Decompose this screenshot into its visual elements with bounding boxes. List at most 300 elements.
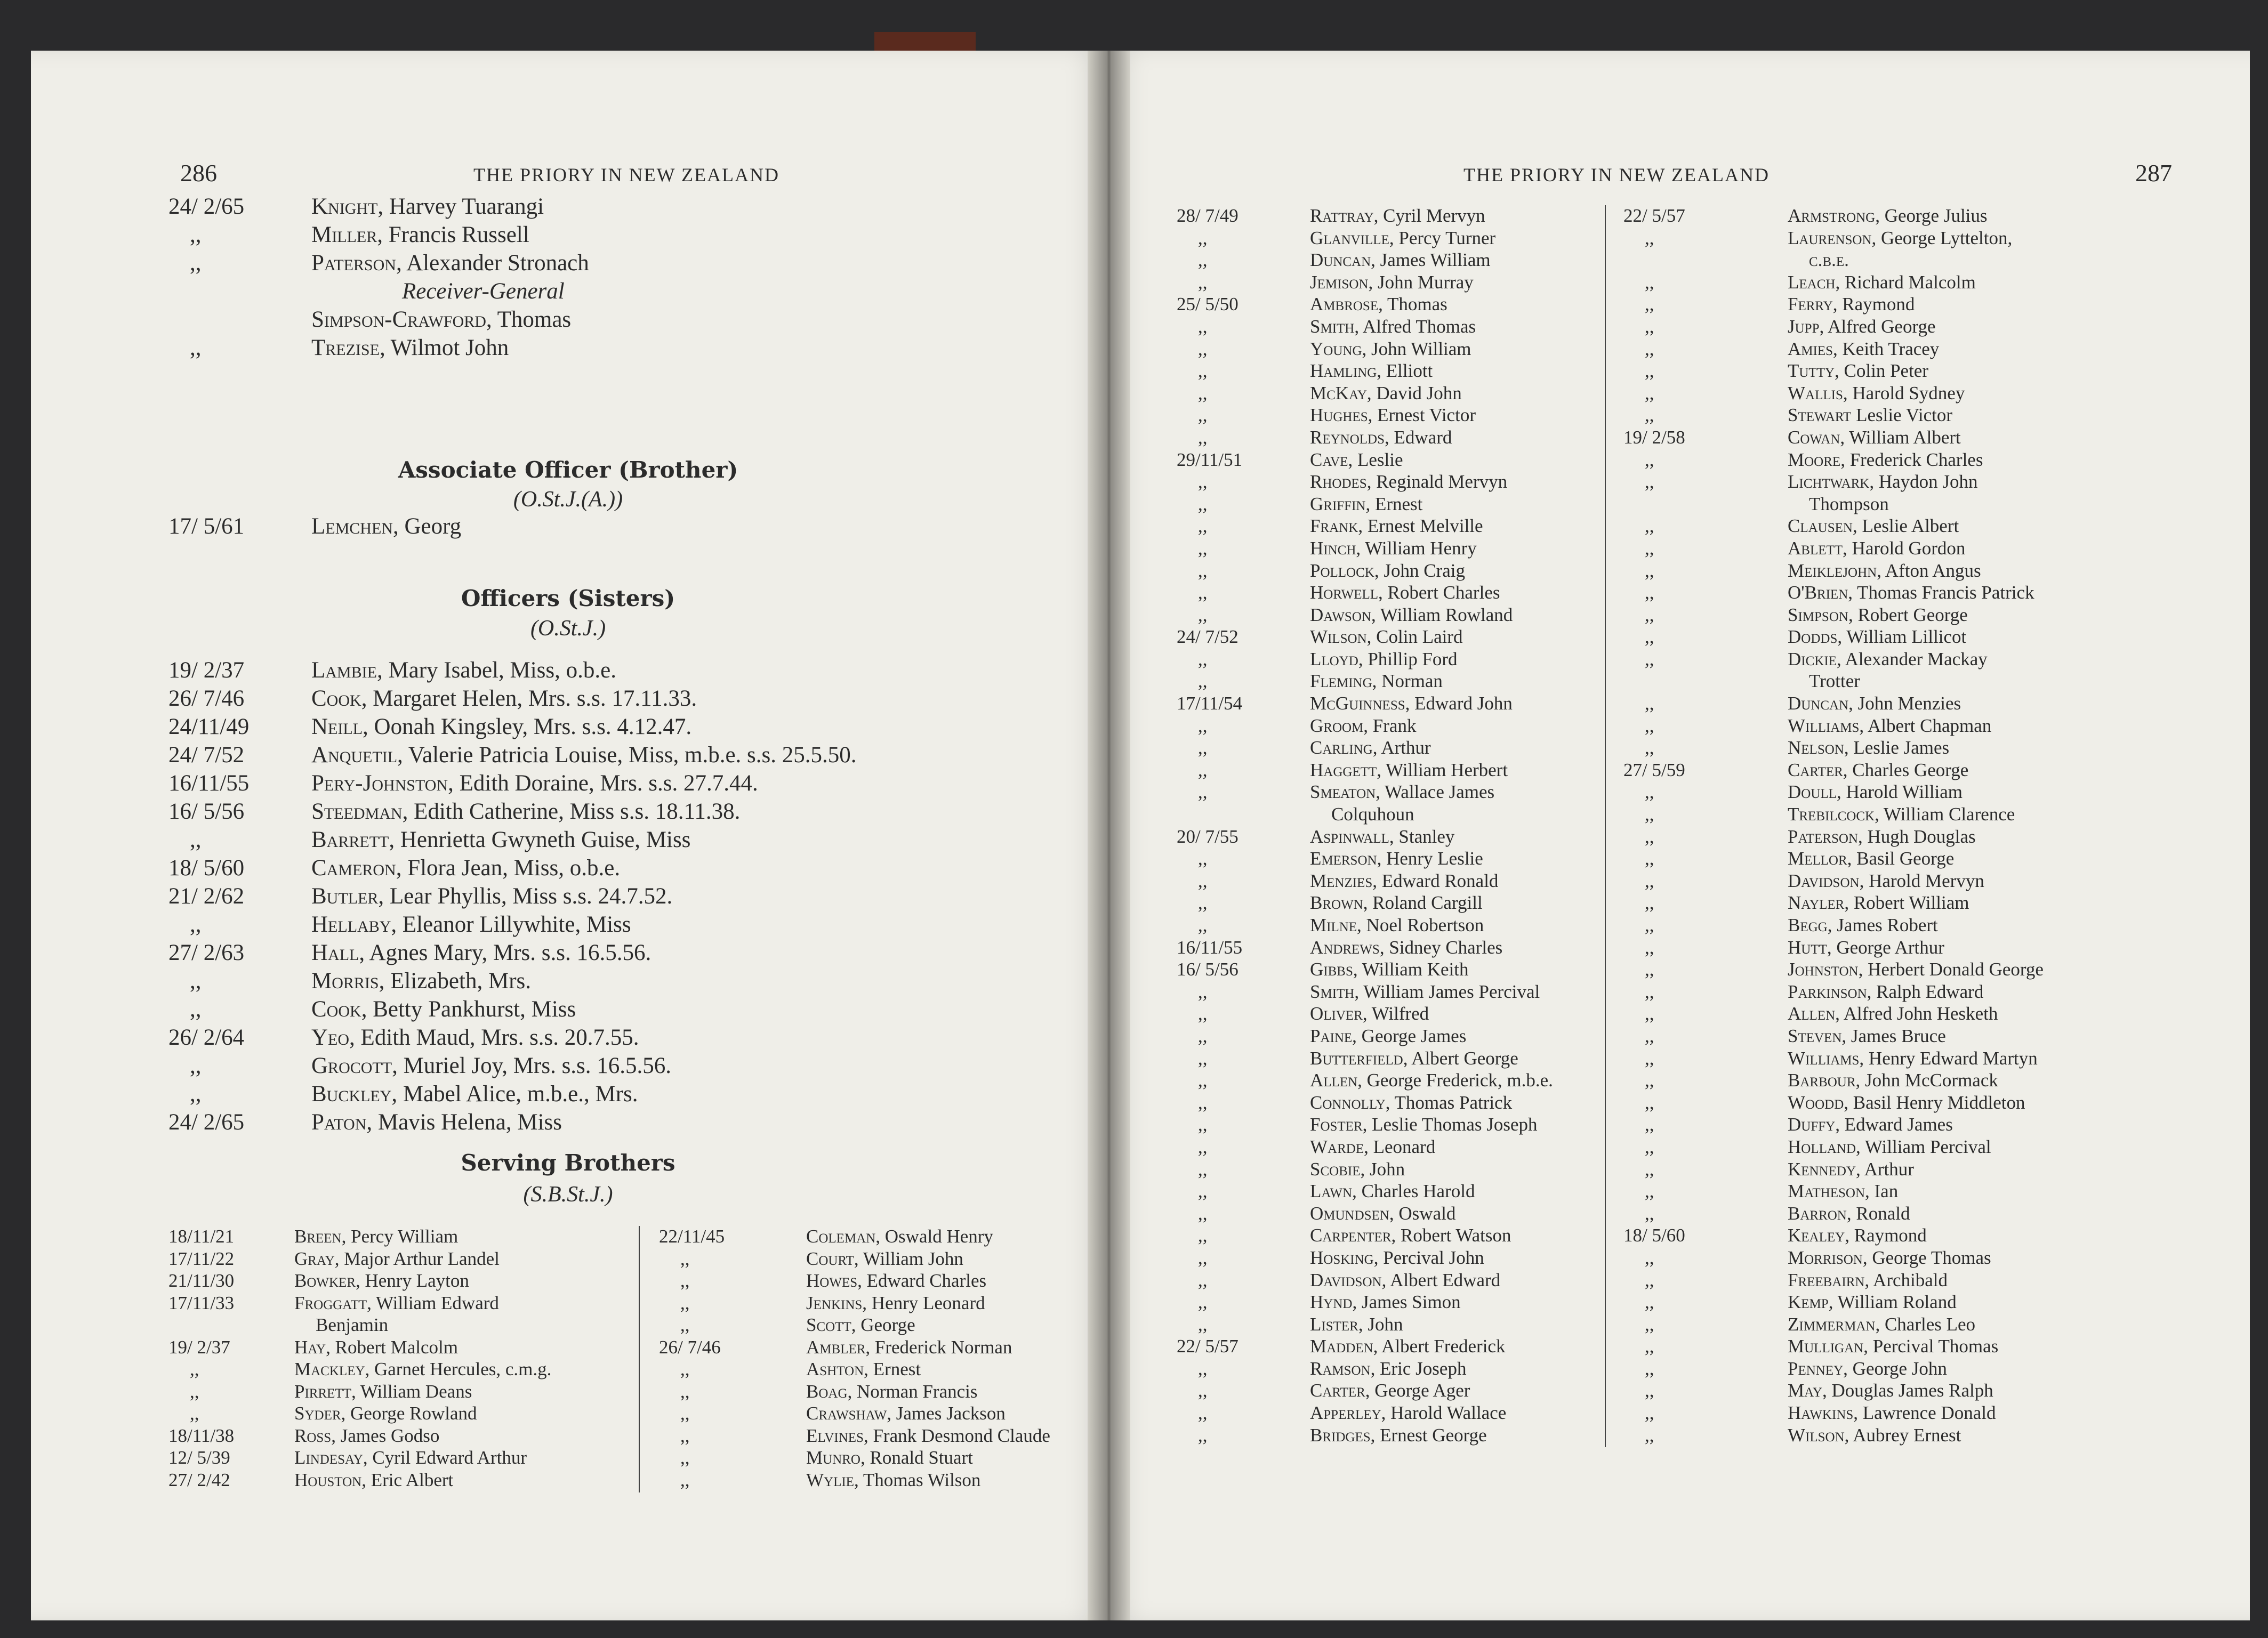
entry-date: 18/11/21	[168, 1226, 235, 1247]
entry-row	[168, 714, 1085, 742]
entry-given-names: , William Rowland	[1371, 604, 1513, 625]
entry-date: ,,	[190, 912, 202, 937]
entry-date: ,,	[1645, 937, 1654, 958]
entry-given-names: , Harold Wallace	[1381, 1402, 1507, 1424]
entry-row	[1177, 760, 1656, 782]
entry-date: ,,	[190, 1053, 202, 1078]
page-number: 287	[2135, 159, 2172, 187]
entry-given-names: , Lear Phyllis, Miss s.s. 24.7.52.	[378, 884, 673, 909]
entry-given-names: , Charles Harold	[1352, 1181, 1475, 1202]
entry-given-names: , George Arthur	[1827, 937, 1944, 958]
entry-date: ,,	[1198, 870, 1208, 891]
entry-surname: Paton	[311, 1110, 367, 1135]
entry-given-names: , John McCormack	[1855, 1070, 1998, 1091]
entry-given-names: , Wilfred	[1362, 1003, 1429, 1024]
entry-surname: Breen	[294, 1226, 342, 1247]
entry-given-names: , John Murray	[1368, 271, 1474, 293]
entry-surname: Carter	[1788, 759, 1843, 780]
entry-given-names: , Raymond	[1845, 1225, 1927, 1246]
entry-date: ,,	[190, 969, 202, 994]
entry-surname: Lambie	[311, 658, 377, 683]
entry-row	[1177, 560, 1656, 583]
entry-given-names: , Harold Gordon	[1843, 537, 1966, 559]
entry-surname: Paterson	[311, 251, 396, 276]
entry-surname: Coleman	[806, 1226, 876, 1247]
entry-surname: Paine	[1310, 1025, 1353, 1046]
entry-row	[1177, 383, 1656, 405]
entry-surname: Barbour	[1788, 1070, 1856, 1091]
entry-given-names: , Oonah Kingsley, Mrs. s.s. 4.12.47.	[363, 714, 692, 739]
entry-surname: Aspinwall	[1310, 826, 1389, 847]
entry-given-names: , Albert Chapman	[1859, 715, 1992, 736]
entry-row	[168, 940, 1085, 968]
entry-row	[1623, 892, 2226, 915]
entry-row	[1177, 1292, 1656, 1314]
entry-given-names: , Phillip Ford	[1358, 648, 1458, 669]
entry-given-names: , Percy Turner	[1389, 227, 1496, 248]
entry-date: ,,	[1198, 1070, 1208, 1091]
entry-row	[1177, 405, 1656, 427]
entry-given-names: , Henry Leonard	[862, 1292, 985, 1313]
entry-row	[168, 1447, 648, 1470]
entry-date: ,,	[1645, 560, 1654, 581]
entry-date: ,,	[1645, 1336, 1654, 1357]
entry-surname: Ross	[294, 1425, 332, 1446]
entry-date: ,,	[1198, 515, 1208, 537]
entry-given-names: , Muriel Joy, Mrs. s.s. 16.5.56.	[392, 1053, 672, 1078]
entry-surname: Syder	[294, 1403, 341, 1424]
entry-surname: Scott	[806, 1314, 851, 1335]
entry-given-names: , John	[1360, 1158, 1405, 1180]
entry-surname: Cook	[311, 997, 361, 1022]
entry-row	[1177, 449, 1656, 472]
entry-surname: Stewart	[1788, 405, 1852, 426]
entry-date: ,,	[1645, 1247, 1654, 1268]
entry-date: ,,	[1198, 1181, 1208, 1202]
entry-date: ,,	[1645, 715, 1654, 736]
entry-given-names: , Wallace James	[1376, 781, 1495, 803]
entry-given-names: , Arthur	[1372, 737, 1431, 759]
entry-surname: Warde	[1310, 1136, 1364, 1157]
entry-surname: Nayler	[1788, 892, 1845, 914]
entry-date: 21/ 2/62	[168, 884, 245, 909]
entry-given-names: , William Henry	[1356, 537, 1477, 559]
entry-row	[659, 1293, 1096, 1315]
entry-row	[1623, 1026, 2226, 1048]
entry-date: 17/11/22	[168, 1248, 235, 1269]
entry-date: ,,	[680, 1425, 690, 1446]
entry-row	[1177, 848, 1656, 870]
entry-date: ,,	[1198, 1203, 1208, 1224]
entry-date: ,,	[1645, 515, 1654, 537]
entry-given-names: , Alexander Stronach	[396, 251, 589, 276]
entry-surname: Knight	[311, 194, 378, 219]
entry-given-names: , Mabel Alice, m.b.e., Mrs.	[391, 1082, 638, 1107]
section-subheading-officers: (O.St.J.)	[530, 616, 606, 641]
entry-surname: Morrison	[1788, 1247, 1863, 1268]
entry-row	[1177, 915, 1656, 937]
entry-surname: Miller	[311, 222, 377, 247]
entry-given-names: , John Craig	[1374, 560, 1465, 581]
entry-surname: Kealey	[1788, 1225, 1845, 1246]
entry-given-names: , Georg	[392, 514, 462, 539]
entry-date: ,,	[680, 1381, 690, 1402]
column-divider	[639, 1226, 640, 1492]
entry-given-names: , Wilmot John	[379, 335, 509, 360]
entry-surname: Trebilcock	[1788, 804, 1875, 825]
entry-surname: Steedman	[311, 799, 403, 824]
entry-given-names: , Ernest	[864, 1359, 921, 1379]
entry-surname: Smith	[1310, 981, 1355, 1002]
entry-given-names: , Eleanor Lillywhite, Miss	[391, 912, 631, 937]
entry-row	[1623, 737, 2226, 760]
entry-row	[1623, 560, 2226, 583]
entry-date: 22/ 5/57	[1177, 1336, 1238, 1357]
section-subheading-associate: (O.St.J.(A.))	[513, 487, 623, 512]
entry-row	[1623, 848, 2226, 870]
entry-row	[1623, 1247, 2226, 1270]
entry-row	[1177, 1114, 1656, 1136]
entry-row	[1623, 427, 2226, 449]
officer-entries-list	[168, 657, 1085, 1137]
entry-row	[1177, 538, 1656, 560]
entry-date: 20/ 7/55	[1177, 826, 1238, 847]
entry-surname: Leach	[1788, 271, 1836, 293]
entry-surname: Haggett	[1310, 759, 1377, 780]
entry-row	[1623, 1114, 2226, 1136]
entry-surname: Armstrong	[1788, 205, 1876, 226]
entry-date: ,,	[1198, 715, 1208, 736]
entry-date: ,,	[1645, 959, 1654, 980]
entry-given-names: , Ernest George	[1370, 1424, 1487, 1446]
entry-given-names: , Ernest Victor	[1368, 405, 1476, 426]
entry-row	[1623, 471, 2226, 494]
entry-row	[1623, 959, 2226, 981]
entry-surname: Doull	[1788, 781, 1837, 803]
entry-given-names: , Oswald Henry	[875, 1226, 993, 1247]
associate-entries-list	[168, 513, 1075, 542]
entry-row	[1177, 981, 1656, 1004]
entry-row	[1623, 538, 2226, 560]
entry-row	[1177, 826, 1656, 849]
entry-surname: Simpson-Crawford	[311, 307, 486, 332]
entry-row	[1623, 915, 2226, 937]
entry-date: ,,	[1198, 1402, 1208, 1424]
entry-given-names: , Norman	[1372, 671, 1443, 692]
entry-row	[1623, 1203, 2226, 1225]
entry-row	[168, 855, 1085, 883]
entry-date: ,,	[1198, 1136, 1208, 1157]
entry-given-names: , James William	[1371, 249, 1491, 271]
entry-given-names: , Elliott	[1377, 360, 1433, 382]
entry-surname: Lichtwark	[1788, 471, 1870, 493]
entry-date: ,,	[1198, 1158, 1208, 1180]
entry-surname: Elvines	[806, 1425, 864, 1446]
entry-surname: Morris	[311, 969, 379, 994]
entry-row	[659, 1270, 1096, 1293]
entry-row	[1623, 294, 2226, 316]
entry-row	[1623, 1402, 2226, 1425]
entry-surname: Cowan	[1788, 426, 1840, 448]
entry-given-names: , Eric Joseph	[1370, 1358, 1467, 1379]
entry-row	[1623, 1048, 2226, 1070]
entry-date: ,,	[1198, 604, 1208, 625]
entry-row	[168, 1293, 648, 1315]
entry-row	[168, 306, 1075, 335]
entry-surname: Tutty	[1788, 360, 1835, 382]
entry-date: ,,	[1198, 1114, 1208, 1135]
entry-date: ,,	[680, 1403, 690, 1424]
entry-row	[1623, 360, 2226, 383]
entry-date: ,,	[680, 1292, 690, 1313]
entry-row	[1177, 272, 1656, 294]
entry-row	[1177, 1380, 1656, 1402]
entry-given-names: , Edward John	[1405, 693, 1513, 714]
entry-row	[659, 1359, 1096, 1381]
entry-given-names: , Haydon John	[1869, 471, 1978, 493]
entry-date: ,,	[1198, 915, 1208, 935]
entry-date: ,,	[1645, 826, 1654, 847]
entry-given-names: , George	[851, 1314, 915, 1335]
entry-row	[1623, 1336, 2226, 1358]
entry-date: ,,	[1645, 892, 1654, 914]
entry-date: ,,	[680, 1270, 690, 1291]
serving-column-1	[168, 1226, 648, 1491]
entry-date: ,,	[1198, 227, 1208, 248]
entry-row	[168, 1053, 1085, 1081]
entry-date: ,,	[1198, 671, 1208, 692]
entry-row	[1623, 1292, 2226, 1314]
entry-given-names: , Agnes Mary, Mrs. s.s. 16.5.56.	[359, 940, 652, 965]
entry-surname: Paterson	[1788, 826, 1858, 847]
entry-date: 16/ 5/56	[1177, 959, 1238, 980]
entry-surname: Glanville	[1310, 227, 1389, 248]
entry-row	[168, 742, 1085, 770]
entry-row	[168, 996, 1085, 1024]
entry-surname: Barrett	[311, 827, 389, 852]
entry-surname: Ashton	[806, 1359, 864, 1379]
entry-surname: Hellaby	[311, 912, 391, 937]
entry-date: ,,	[1645, 360, 1654, 382]
entry-given-names: , Albert Edward	[1381, 1269, 1501, 1290]
entry-given-names: , Norman Francis	[847, 1381, 978, 1402]
entry-given-names: , William Edward	[367, 1292, 499, 1313]
entry-surname: Frank	[1310, 515, 1358, 537]
entry-surname: Cave	[1310, 449, 1348, 470]
entry-date: ,,	[1645, 537, 1654, 559]
entry-given-names: , George Ager	[1365, 1380, 1470, 1401]
entry-given-names: , Valerie Patricia Louise, Miss, m.b.e. s.s. 25.5.50.	[397, 743, 857, 768]
entry-given-names: , James Jackson	[887, 1403, 1006, 1424]
entry-surname: Groom	[1310, 715, 1364, 736]
entry-surname: Freebairn	[1788, 1269, 1865, 1290]
entry-date: 17/ 5/61	[168, 514, 245, 539]
entry-surname: O'Brien	[1788, 582, 1848, 603]
entry-row	[1623, 316, 2226, 338]
entry-surname: Parkinson	[1788, 981, 1867, 1002]
entry-surname: Anquetil	[311, 743, 398, 768]
entry-row	[659, 1403, 1096, 1425]
entry-row	[1623, 1159, 2226, 1181]
entry-date: 24/ 2/65	[168, 194, 245, 219]
entry-given-names: , George Thomas	[1862, 1247, 1991, 1268]
entry-surname: Begg	[1788, 915, 1828, 935]
entry-given-names: , Raymond	[1832, 294, 1915, 315]
entry-surname: Ferry	[1788, 294, 1833, 315]
entry-surname: Lloyd	[1310, 648, 1358, 669]
entry-given-names: , Henry Leslie	[1377, 848, 1483, 869]
entry-row	[1177, 294, 1656, 316]
entry-date: ,,	[1198, 493, 1208, 514]
entry-surname: Penney	[1788, 1358, 1844, 1379]
entry-surname: Williams	[1788, 715, 1860, 736]
entry-surname: Bridges	[1310, 1424, 1371, 1446]
entry-row	[1177, 494, 1656, 516]
entry-row	[168, 770, 1085, 798]
entry-surname: Oliver	[1310, 1003, 1363, 1024]
entry-date: ,,	[1198, 1424, 1208, 1446]
entry-date: ,,	[1645, 604, 1654, 625]
entry-surname: Griffin	[1310, 493, 1366, 514]
entry-row	[168, 1226, 648, 1248]
entry-given-names: , George John	[1843, 1358, 1947, 1379]
entry-given-names: , Edward Charles	[857, 1270, 987, 1291]
entry-given-names: , Frank Desmond Claude	[863, 1425, 1050, 1446]
entry-date: ,,	[1645, 648, 1654, 669]
entry-given-names: , James Bruce	[1841, 1025, 1946, 1046]
entry-date: ,,	[1198, 1269, 1208, 1290]
entry-date: 24/ 2/65	[168, 1110, 245, 1135]
entry-surname: Butler	[311, 884, 379, 909]
entry-row	[168, 968, 1085, 996]
entry-surname: Hall	[311, 940, 359, 965]
entry-row	[1623, 649, 2226, 671]
entry-date: 24/ 7/52	[168, 743, 245, 768]
entry-surname: Brown	[1310, 892, 1363, 914]
entry-date: ,,	[1645, 1136, 1654, 1157]
entry-row	[168, 911, 1085, 940]
entry-date: ,,	[1198, 537, 1208, 559]
entry-row	[1623, 626, 2226, 649]
entry-row	[1177, 892, 1656, 915]
entry-surname: Pollock	[1310, 560, 1374, 581]
entry-date: ,,	[1645, 693, 1654, 714]
entry-given-names: , William John	[854, 1248, 963, 1269]
entry-surname: Boag	[806, 1381, 848, 1402]
entry-surname: Dawson	[1310, 604, 1371, 625]
entry-surname: Andrews	[1310, 937, 1380, 958]
entry-given-names: , Frank	[1363, 715, 1417, 736]
entry-date: 22/ 5/57	[1623, 205, 1685, 226]
entry-date: ,,	[1645, 1313, 1654, 1335]
entry-surname: Milne	[1310, 915, 1357, 935]
entry-date: ,,	[1645, 848, 1654, 869]
entry-row	[1177, 1225, 1656, 1247]
entry-row	[1177, 1070, 1656, 1092]
entry-given-names: , John	[1358, 1313, 1403, 1335]
entry-row	[1623, 937, 2226, 959]
left-page	[31, 51, 1105, 1620]
section-heading-associate: Associate Officer (Brother)	[398, 457, 738, 483]
entry-date: ,,	[1645, 227, 1654, 248]
entry-date: ,,	[1645, 626, 1654, 648]
entry-date: ,,	[1198, 471, 1208, 493]
entry-given-names: , Elizabeth, Mrs.	[379, 969, 531, 994]
entry-row	[1623, 604, 2226, 627]
entry-row	[1623, 405, 2226, 427]
entry-given-names: , Leslie Thomas Joseph	[1362, 1114, 1538, 1135]
entry-date: ,,	[1198, 1225, 1208, 1246]
entry-row	[1177, 1136, 1656, 1159]
entry-date: ,,	[1645, 870, 1654, 891]
entry-given-names: , Ian	[1865, 1181, 1899, 1202]
entry-given-names: , Oswald	[1389, 1203, 1456, 1224]
entry-surname: Woodd	[1788, 1092, 1844, 1113]
entry-row	[1623, 1181, 2226, 1203]
entry-date: ,,	[680, 1248, 690, 1269]
entry-given-names: , Harold Mervyn	[1859, 870, 1984, 891]
entry-date: ,,	[190, 222, 202, 247]
entry-surname: Jemison	[1310, 271, 1369, 293]
entry-row	[168, 1337, 648, 1359]
entry-surname: Mackley	[294, 1359, 365, 1379]
entry-date: ,,	[190, 251, 202, 276]
entry-surname: Duffy	[1788, 1114, 1836, 1135]
entry-row	[1623, 781, 2226, 804]
serving-column-2	[659, 1226, 1096, 1491]
entry-given-names: , Lawrence Donald	[1853, 1402, 1996, 1424]
entry-surname: Pirrett	[294, 1381, 351, 1402]
entry-surname: Davidson	[1788, 870, 1860, 891]
entry-surname: Nelson	[1788, 737, 1844, 759]
entry-date: ,,	[1645, 1380, 1654, 1401]
entry-given-names: , Reginald Mervyn	[1366, 471, 1508, 493]
entry-given-names: , Mary Isabel, Miss, o.b.e.	[376, 658, 616, 683]
entry-date: ,,	[680, 1314, 690, 1335]
entry-date: ,,	[1198, 781, 1208, 803]
entry-row	[1177, 1358, 1656, 1381]
entry-given-names: , Alexander Mackay	[1836, 648, 1988, 669]
entry-date: ,,	[1645, 449, 1654, 470]
entry-surname: Clausen	[1788, 515, 1853, 537]
entry-surname: Lawn	[1310, 1181, 1353, 1202]
entry-given-names: , John Menzies	[1848, 693, 1961, 714]
entry-row	[659, 1447, 1096, 1470]
entry-row	[659, 1337, 1096, 1359]
entry-surname: Davidson	[1310, 1269, 1382, 1290]
entry-date: ,,	[1645, 1003, 1654, 1024]
entry-row	[168, 685, 1085, 714]
entry-given-names: , James Godso	[331, 1425, 440, 1446]
entry-row	[1177, 1247, 1656, 1270]
entry-surname: Wallis	[1788, 382, 1843, 404]
entry-given-names: , Garnet Hercules, c.m.g.	[365, 1359, 552, 1379]
entry-given-names: , Ralph Edward	[1867, 981, 1984, 1002]
entry-date: ,,	[1198, 560, 1208, 581]
entry-surname: Trezise	[311, 335, 380, 360]
entry-date: ,,	[1198, 1380, 1208, 1401]
entry-date: 16/ 5/56	[168, 799, 245, 824]
entry-row	[1177, 205, 1656, 228]
entry-row	[168, 193, 1075, 222]
entry-date: ,,	[1198, 892, 1208, 914]
entry-date: ,,	[1645, 1358, 1654, 1379]
entry-surname: Houston	[294, 1469, 362, 1490]
entry-row	[168, 827, 1085, 855]
entry-surname: Ambrose	[1310, 294, 1379, 315]
entry-surname: Ambler	[806, 1336, 866, 1358]
entry-surname: McGuinness	[1310, 693, 1405, 714]
